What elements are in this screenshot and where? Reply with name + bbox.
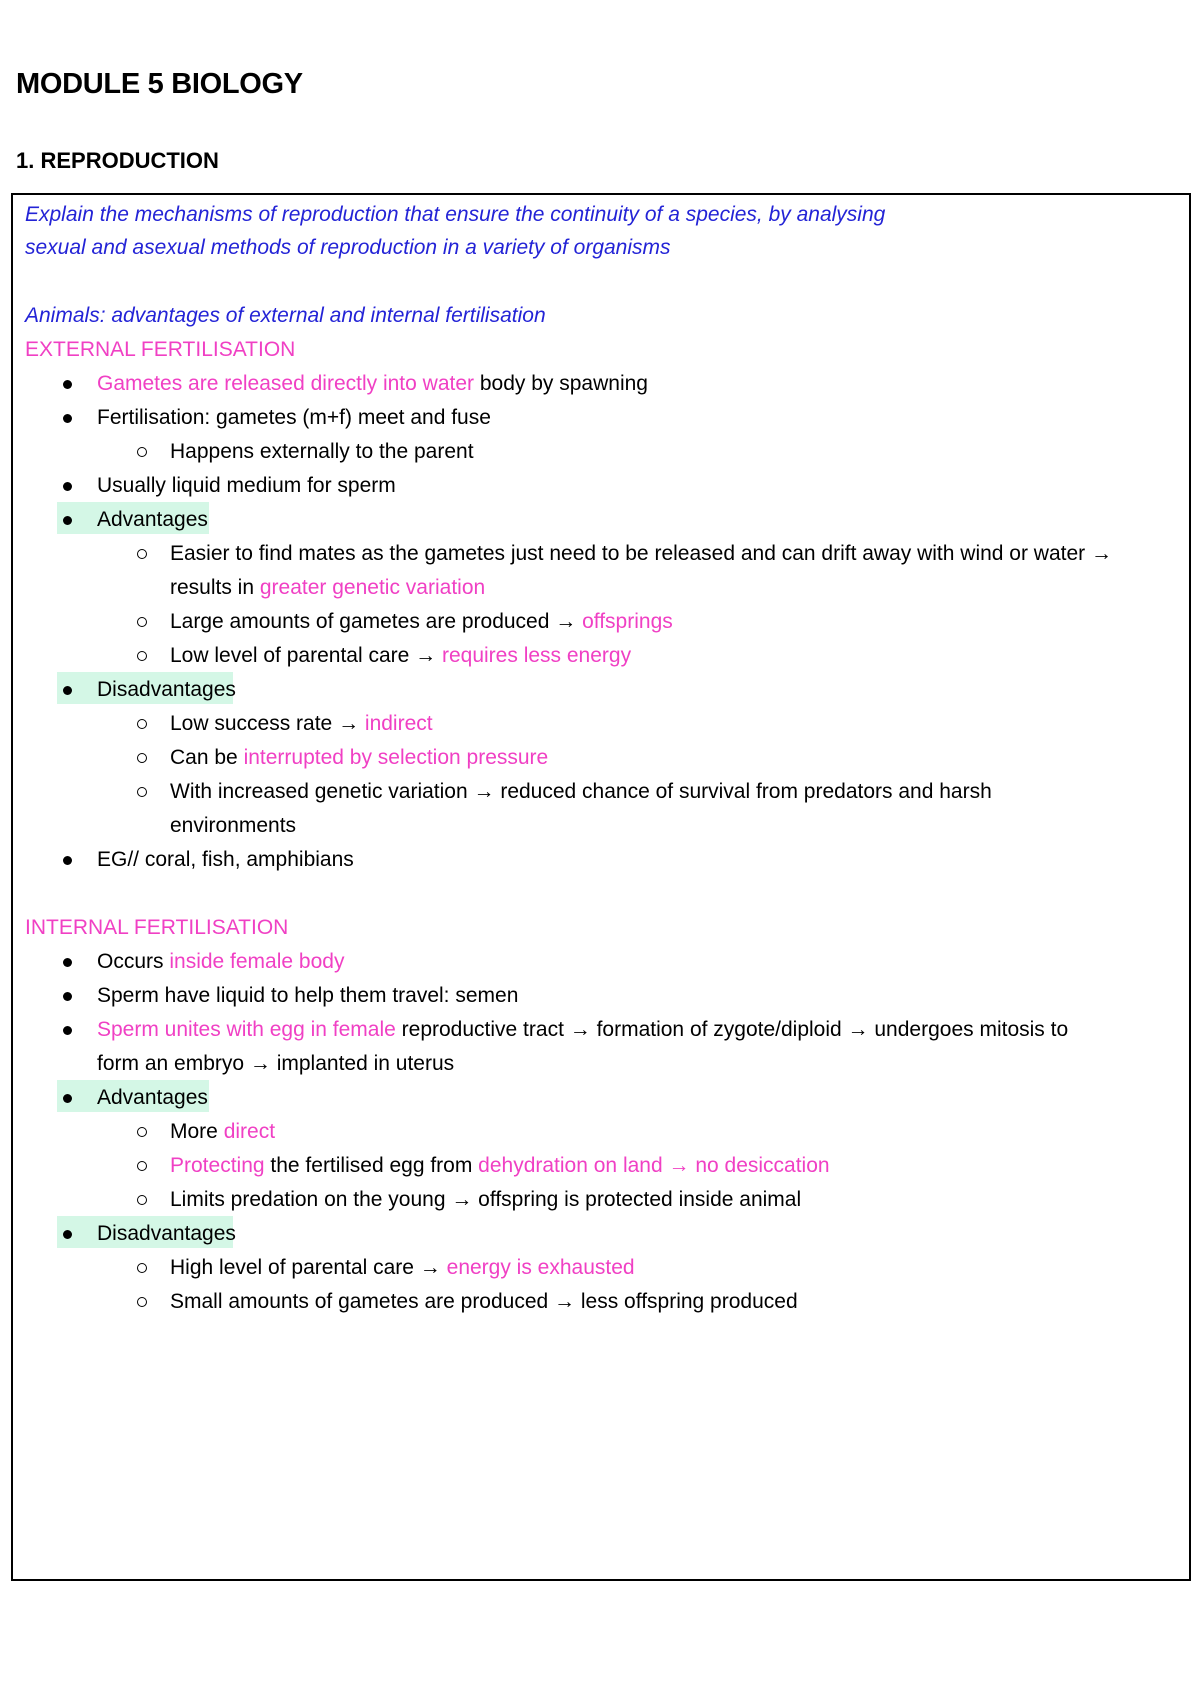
notes-box (11, 193, 1191, 1581)
highlight-text: requires less energy (441, 644, 632, 667)
highlight-text: greater genetic variation (259, 576, 486, 599)
line-text: the fertilised egg from (264, 1154, 479, 1177)
highlight-text: energy is exhausted (446, 1256, 635, 1279)
highlight-text: Protecting (170, 1154, 265, 1177)
internal-advantages-label: Advantages (97, 1081, 208, 1115)
highlight-text: inside female body (169, 950, 345, 973)
external-dis-variation-line-1: With increased genetic variation → reduced chance of survival from predators and harsh (170, 775, 992, 809)
animals-heading: Animals: advantages of external and internal fertilisation (25, 304, 546, 327)
internal-adv-direct (170, 1115, 275, 1149)
line-text: High level of parental care → (170, 1256, 447, 1279)
internal-adv-predation: Limits predation on the young → offspring is protected inside animal (170, 1183, 801, 1217)
external-disadvantages-label: Disadvantages (97, 673, 236, 707)
highlight-text: Sperm unites with egg in female (97, 1018, 396, 1041)
external-adv-mates-line-1: Easier to find mates as the gametes just need to be released and can drift away with wind or water → (170, 537, 1112, 571)
highlight-text: offsprings (582, 610, 673, 633)
line-text: Occurs (97, 950, 170, 973)
external-bullet-spawning (97, 367, 648, 401)
external-advantages-label: Advantages (97, 503, 208, 537)
internal-bullet-occurs (97, 945, 344, 979)
line-text: Can be (170, 746, 244, 769)
line-text: Large amounts of gametes are produced → (170, 610, 583, 633)
external-dis-selection (170, 741, 548, 775)
external-sub-externally: Happens externally to the parent (170, 435, 474, 469)
internal-bullet-zygote-line-2: form an embryo → implanted in uterus (97, 1052, 455, 1075)
external-dis-success-rate (170, 707, 433, 741)
line-text: More (170, 1120, 224, 1143)
external-adv-gametes (170, 605, 673, 639)
line-text: Low level of parental care → (170, 644, 442, 667)
highlight-text: dehydration on land → no desiccation (478, 1154, 830, 1177)
internal-disadvantages-label: Disadvantages (97, 1217, 236, 1251)
external-adv-parental-care (170, 639, 631, 673)
internal-heading: INTERNAL FERTILISATION (25, 916, 289, 939)
highlight-text: Gametes are released directly into water (97, 372, 475, 395)
external-bullet-fertilisation: Fertilisation: gametes (m+f) meet and fuse (97, 401, 491, 435)
bullet-text: body by spawning (474, 372, 648, 395)
line-text: Low success rate → (170, 712, 365, 735)
highlight-text: direct (223, 1120, 276, 1143)
document-title: MODULE 5 BIOLOGY (16, 68, 303, 100)
section-title: 1. REPRODUCTION (16, 148, 219, 173)
internal-adv-protecting (170, 1149, 830, 1183)
objective-line-1: Explain the mechanisms of reproduction that ensure the continuity of a species, by analysing (25, 203, 886, 226)
external-bullet-liquid: Usually liquid medium for sperm (97, 469, 396, 503)
internal-bullet-zygote-line-1 (97, 1013, 1068, 1047)
highlight-text: interrupted by selection pressure (243, 746, 549, 769)
external-dis-variation-line-2: environments (170, 814, 297, 837)
line-text: results in (170, 576, 260, 599)
objective-line-2: sexual and asexual methods of reproduction in a variety of organisms (25, 236, 671, 259)
internal-dis-parental-care (170, 1251, 635, 1285)
line-text: reproductive tract → formation of zygote/diploid → undergoes mitosis to (395, 1018, 1069, 1041)
external-adv-mates-line-2 (170, 571, 485, 605)
external-bullet-examples: EG// coral, fish, amphibians (97, 843, 354, 877)
highlight-text: indirect (364, 712, 433, 735)
external-heading: EXTERNAL FERTILISATION (25, 338, 296, 361)
internal-bullet-semen: Sperm have liquid to help them travel: semen (97, 979, 518, 1013)
internal-dis-small-gametes: Small amounts of gametes are produced → less offspring produced (170, 1285, 798, 1319)
